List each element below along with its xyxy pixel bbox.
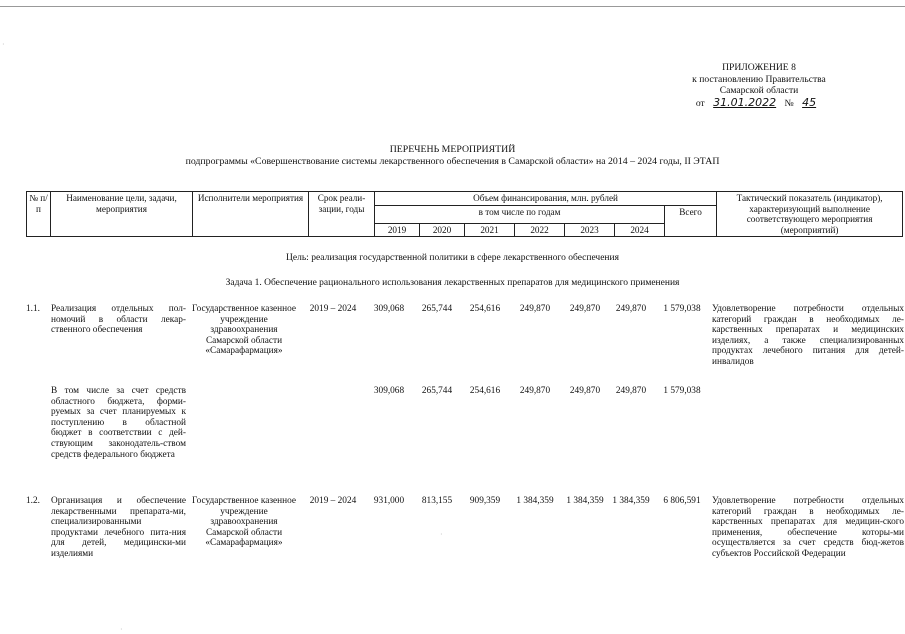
header-executors: Исполнители мероприятия xyxy=(193,192,309,237)
row-value-2024: 1 384,359 xyxy=(612,496,650,506)
appendix-title: ПРИЛОЖЕНИЕ 8 xyxy=(722,62,796,73)
appendix-date-line xyxy=(649,97,869,110)
row-name: Организация и обеспечение лекарственными препарата-ми, специализированными продуктами лечебного пита-ния для детей, медицински-ми изделиями xyxy=(51,496,186,559)
table-header xyxy=(26,191,903,237)
header-year: 2019 xyxy=(375,223,420,237)
appendix-block xyxy=(649,62,869,109)
title-line-2: подпрограммы «Совершенствование системы лекарственного обеспечения в Самарской области» на 2014 – 2024 годы, II ЭТАП xyxy=(185,156,720,167)
handwritten-number: 45 xyxy=(802,95,817,109)
row-total: 1 579,038 xyxy=(663,386,701,396)
row-value-2019: 309,068 xyxy=(373,386,405,396)
task-text: Задача 1. Обеспечение рационального использования лекарственных препаратов для медицинского применения xyxy=(225,278,680,288)
row-value-2023: 249,870 xyxy=(569,304,601,314)
header-year: 2022 xyxy=(515,223,565,237)
document-title xyxy=(0,144,905,168)
row-value-2023: 249,870 xyxy=(569,386,601,396)
row-value-2024: 249,870 xyxy=(615,304,647,314)
row-value-2020: 265,744 xyxy=(421,386,453,396)
scan-artifact: · xyxy=(120,625,123,634)
row-num: 1.2. xyxy=(26,496,40,506)
row-executor: Государственное казенное учреждение здравоохранения Самарской области «Самарафармация» xyxy=(192,304,296,357)
header-year: 2021 xyxy=(465,223,515,237)
header-term: Срок реали-зации, годы xyxy=(309,192,375,237)
row-total: 1 579,038 xyxy=(663,304,701,314)
row-indicator: Удовлетворение потребности отдельных категорий граждан в необходимых ле-карственных препаратах для медицин-ского применения, обеспечение которы-ми осуществляется за счет средств бюд-жетов субъектов Российской Федерации xyxy=(712,496,904,559)
header-total: Всего xyxy=(665,205,717,237)
row-executor: Государственное казенное учреждение здравоохранения Самарской области «Самарафармация» xyxy=(192,496,296,549)
row-num: 1.1. xyxy=(26,304,40,314)
header-year: 2023 xyxy=(565,223,615,237)
row-value-2019: 931,000 xyxy=(373,496,405,506)
row-name: Реализация отдельных пол-номочий в области лекар-ственного обеспечения xyxy=(51,304,186,336)
appendix-line-2: к постановлению Правительства xyxy=(692,73,826,85)
handwritten-date: 31.01.2022 xyxy=(713,95,777,109)
row-value-2022: 1 384,359 xyxy=(516,496,554,506)
header-by-years: в том числе по годам xyxy=(375,205,665,223)
row-term: 2019 – 2024 xyxy=(309,304,357,314)
row-value-2021: 909,359 xyxy=(469,496,501,506)
row-total: 6 806,591 xyxy=(663,496,701,506)
number-label: № xyxy=(784,97,794,109)
row-value-2019: 309,068 xyxy=(373,304,405,314)
title-line-1: ПЕРЕЧЕНЬ МЕРОПРИЯТИЙ xyxy=(389,144,516,155)
row-term: 2019 – 2024 xyxy=(309,496,357,506)
row-value-2023: 1 384,359 xyxy=(566,496,604,506)
row-value-2020: 265,744 xyxy=(421,304,453,314)
header-year: 2024 xyxy=(615,223,665,237)
header-indicator: Тактический показатель (индикатор), характеризующий выполнение соответствующего мероприятия (мероприятий) xyxy=(717,192,903,237)
header-year: 2020 xyxy=(420,223,465,237)
row-indicator: Удовлетворение потребности отдельных категорий граждан в необходимых ле-карственных препаратах и медицинских изделиях, а также специализированных продуктах лечебного питания для детей-инвалидов xyxy=(712,304,904,367)
row-value-2022: 249,870 xyxy=(519,304,551,314)
appendix-line-3: Самарской области xyxy=(719,85,799,96)
date-prefix: от xyxy=(695,97,705,109)
row-value-2020: 813,155 xyxy=(421,496,453,506)
scan-artifact: · xyxy=(440,530,443,539)
row-name: В том числе за счет средств областного бюджета, форми-руемых за счет планируемых к поступлению в областной бюджет в соответствии с дей-ствующим законодатель-ством средств федерального бюджета xyxy=(51,386,186,460)
header-name: Наименование цели, задачи, мероприятия xyxy=(51,192,193,237)
row-value-2021: 254,616 xyxy=(469,386,501,396)
row-value-2021: 254,616 xyxy=(469,304,501,314)
header-volume: Объем финансирования, млн. рублей xyxy=(375,192,717,206)
goal-text: Цель: реализация государственной политики в сфере лекарственного обеспечения xyxy=(286,253,619,263)
scan-artifact: · xyxy=(2,40,5,49)
scan-top-border xyxy=(0,6,905,7)
row-value-2022: 249,870 xyxy=(519,386,551,396)
header-num: № п/п xyxy=(27,192,51,237)
row-value-2024: 249,870 xyxy=(615,386,647,396)
